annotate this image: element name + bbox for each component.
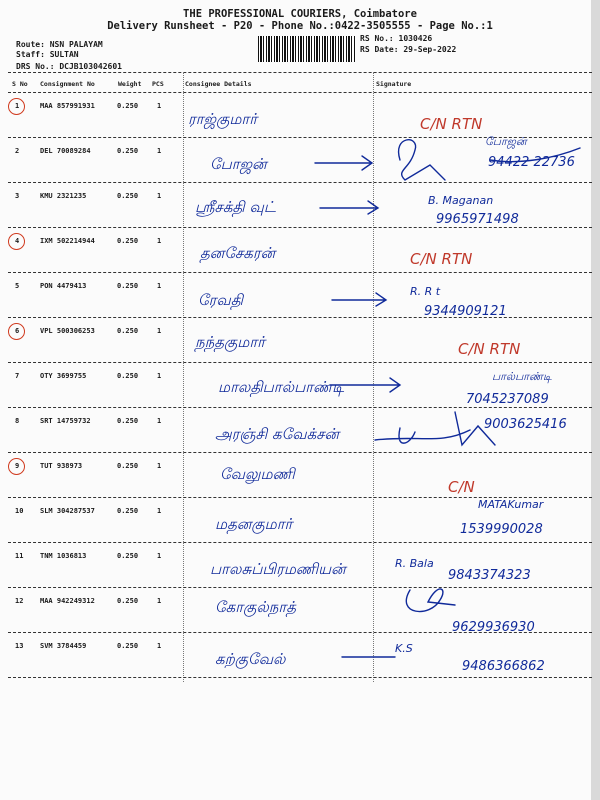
row-weight: 0.250 bbox=[117, 282, 139, 290]
header-divider bbox=[8, 72, 592, 73]
receiver-phone: 9843374323 bbox=[448, 568, 531, 583]
row-consignment: SLM 304287537 bbox=[40, 507, 95, 515]
sno-circle-mark bbox=[8, 323, 25, 340]
row-pcs: 1 bbox=[157, 147, 162, 155]
column-divider bbox=[373, 72, 374, 682]
row-weight: 0.250 bbox=[117, 327, 139, 335]
return-remark: C/N RTN bbox=[458, 340, 521, 358]
row-weight: 0.250 bbox=[117, 597, 139, 605]
signature-stroke bbox=[375, 412, 495, 445]
receiver-phone: 1539990028 bbox=[460, 522, 543, 537]
row-consignment: KMU 2321235 bbox=[40, 192, 87, 200]
rs-number: RS No.: 1030426 bbox=[360, 34, 433, 43]
row-sno: 11 bbox=[15, 552, 24, 560]
return-remark: C/N RTN bbox=[420, 115, 483, 133]
row-weight: 0.250 bbox=[117, 372, 139, 380]
row-sno: 5 bbox=[15, 282, 20, 290]
row-consignment: VPL 500306253 bbox=[40, 327, 95, 335]
consignee-name-handwritten: கோகுல்நாத் bbox=[215, 598, 297, 616]
row-weight: 0.250 bbox=[117, 462, 139, 470]
row-divider bbox=[8, 272, 592, 273]
row-consignment: DEL 70089284 bbox=[40, 147, 91, 155]
row-sno: 3 bbox=[15, 192, 20, 200]
col-weight-header: Weight bbox=[118, 80, 142, 88]
row-sno: 9 bbox=[15, 462, 20, 470]
row-sno: 12 bbox=[15, 597, 24, 605]
row-pcs: 1 bbox=[157, 417, 162, 425]
row-pcs: 1 bbox=[157, 552, 162, 560]
row-weight: 0.250 bbox=[117, 102, 139, 110]
receiver-signature-text: பால்பாண்டி bbox=[492, 370, 552, 383]
row-weight: 0.250 bbox=[117, 552, 139, 560]
receiver-signature-text: R. R t bbox=[410, 285, 441, 298]
receiver-signature-text: K.S bbox=[395, 642, 413, 655]
receiver-signature-text: R. Bala bbox=[395, 557, 434, 570]
staff-label: Staff: SULTAN bbox=[16, 50, 79, 59]
sno-circle-mark bbox=[8, 233, 25, 250]
row-pcs: 1 bbox=[157, 507, 162, 515]
consignee-name-handwritten: ராஜ்குமார் bbox=[188, 110, 258, 128]
col-signature-header: Signature bbox=[376, 80, 412, 88]
row-sno: 8 bbox=[15, 417, 20, 425]
col-consignment-header: Consignment No bbox=[40, 80, 95, 88]
receiver-phone: 7045237089 bbox=[466, 392, 549, 407]
arrow-stroke bbox=[315, 156, 372, 170]
arrow-stroke bbox=[332, 293, 386, 306]
row-weight: 0.250 bbox=[117, 192, 139, 200]
consignee-name-handwritten: அரஞ்சி கவேக்சன் bbox=[215, 425, 340, 443]
signature-stroke bbox=[399, 140, 445, 180]
receiver-phone: 9486366862 bbox=[462, 659, 545, 674]
runsheet-subtitle: Delivery Runsheet - P20 - Phone No.:0422-3505555 - Page No.:1 bbox=[107, 20, 493, 32]
header-divider bbox=[8, 92, 592, 93]
receiver-phone: 9344909121 bbox=[424, 304, 507, 319]
arrow-stroke bbox=[320, 201, 378, 214]
receiver-signature-text: B. Maganan bbox=[428, 194, 494, 207]
row-divider bbox=[8, 362, 592, 363]
return-remark: C/N RTN bbox=[410, 250, 473, 268]
row-consignment: OTY 3699755 bbox=[40, 372, 87, 380]
row-weight: 0.250 bbox=[117, 417, 139, 425]
row-divider bbox=[8, 452, 592, 453]
row-divider bbox=[8, 542, 592, 543]
row-divider bbox=[8, 587, 592, 588]
row-pcs: 1 bbox=[157, 462, 162, 470]
row-sno: 1 bbox=[15, 102, 20, 110]
consignee-name-handwritten: மதனகுமார் bbox=[215, 515, 293, 533]
col-sno-header: S No bbox=[12, 80, 28, 88]
receiver-phone: 94422 22736 bbox=[488, 155, 575, 170]
row-consignment: TUT 938973 bbox=[40, 462, 83, 470]
row-divider bbox=[8, 407, 592, 408]
barcode bbox=[258, 36, 356, 62]
company-title: THE PROFESSIONAL COURIERS, Coimbatore bbox=[183, 8, 417, 20]
consignee-name-handwritten: போஜன் bbox=[210, 155, 267, 173]
consignee-name-handwritten: ஸ்ரீசக்தி வுட் bbox=[195, 198, 276, 216]
row-weight: 0.250 bbox=[117, 507, 139, 515]
row-sno: 7 bbox=[15, 372, 20, 380]
sno-circle-mark bbox=[8, 98, 25, 115]
row-divider bbox=[8, 677, 592, 678]
row-divider bbox=[8, 632, 592, 633]
row-sno: 13 bbox=[15, 642, 24, 650]
consignee-name-handwritten: மாலதிபால்பாண்டி bbox=[218, 378, 345, 396]
row-weight: 0.250 bbox=[117, 642, 139, 650]
sno-circle-mark bbox=[8, 458, 25, 475]
consignee-name-handwritten: தனசேகரன் bbox=[200, 244, 276, 262]
row-pcs: 1 bbox=[157, 102, 162, 110]
row-pcs: 1 bbox=[157, 372, 162, 380]
column-divider bbox=[183, 72, 184, 682]
consignee-name-handwritten: ரேவதி bbox=[198, 291, 244, 309]
row-consignment: TNM 1036813 bbox=[40, 552, 87, 560]
row-pcs: 1 bbox=[157, 237, 162, 245]
route-label: Route: NSN PALAYAM bbox=[16, 40, 103, 49]
drs-number: DRS No.: DCJB103042601 bbox=[16, 62, 122, 71]
row-pcs: 1 bbox=[157, 192, 162, 200]
row-sno: 6 bbox=[15, 327, 20, 335]
row-divider bbox=[8, 227, 592, 228]
row-divider bbox=[8, 317, 592, 318]
consignee-name-handwritten: கற்குவேல் bbox=[215, 650, 286, 668]
row-sno: 4 bbox=[15, 237, 20, 245]
signature-stroke bbox=[406, 589, 455, 612]
row-pcs: 1 bbox=[157, 597, 162, 605]
col-consignee-header: Consignee Details bbox=[185, 80, 252, 88]
row-weight: 0.250 bbox=[117, 237, 139, 245]
consignee-name-handwritten: வேலுமணி bbox=[220, 465, 295, 483]
row-divider bbox=[8, 182, 592, 183]
row-pcs: 1 bbox=[157, 642, 162, 650]
row-pcs: 1 bbox=[157, 282, 162, 290]
rs-date: RS Date: 29-Sep-2022 bbox=[360, 45, 457, 54]
consignee-name-handwritten: நந்தகுமார் bbox=[195, 333, 266, 351]
row-pcs: 1 bbox=[157, 327, 162, 335]
receiver-signature-text: MATAKumar bbox=[478, 498, 544, 511]
receiver-phone: 9965971498 bbox=[436, 212, 519, 227]
receiver-signature-text: போஜன் bbox=[485, 135, 527, 148]
consignee-name-handwritten: பாலசுப்பிரமணியன் bbox=[210, 560, 346, 578]
row-consignment: IXM 502214944 bbox=[40, 237, 95, 245]
row-consignment: SVM 3784459 bbox=[40, 642, 87, 650]
row-consignment: MAA 942249312 bbox=[40, 597, 95, 605]
scan-page-edge bbox=[591, 0, 600, 800]
row-weight: 0.250 bbox=[117, 147, 139, 155]
receiver-phone: 9003625416 bbox=[484, 417, 567, 432]
row-consignment: SRT 14759732 bbox=[40, 417, 91, 425]
row-sno: 2 bbox=[15, 147, 20, 155]
row-consignment: PON 4479413 bbox=[40, 282, 87, 290]
row-consignment: MAA 857991931 bbox=[40, 102, 95, 110]
return-remark: C/N bbox=[448, 478, 475, 496]
col-pcs-header: PCS bbox=[152, 80, 164, 88]
receiver-phone: 9629936930 bbox=[452, 620, 535, 635]
row-sno: 10 bbox=[15, 507, 24, 515]
